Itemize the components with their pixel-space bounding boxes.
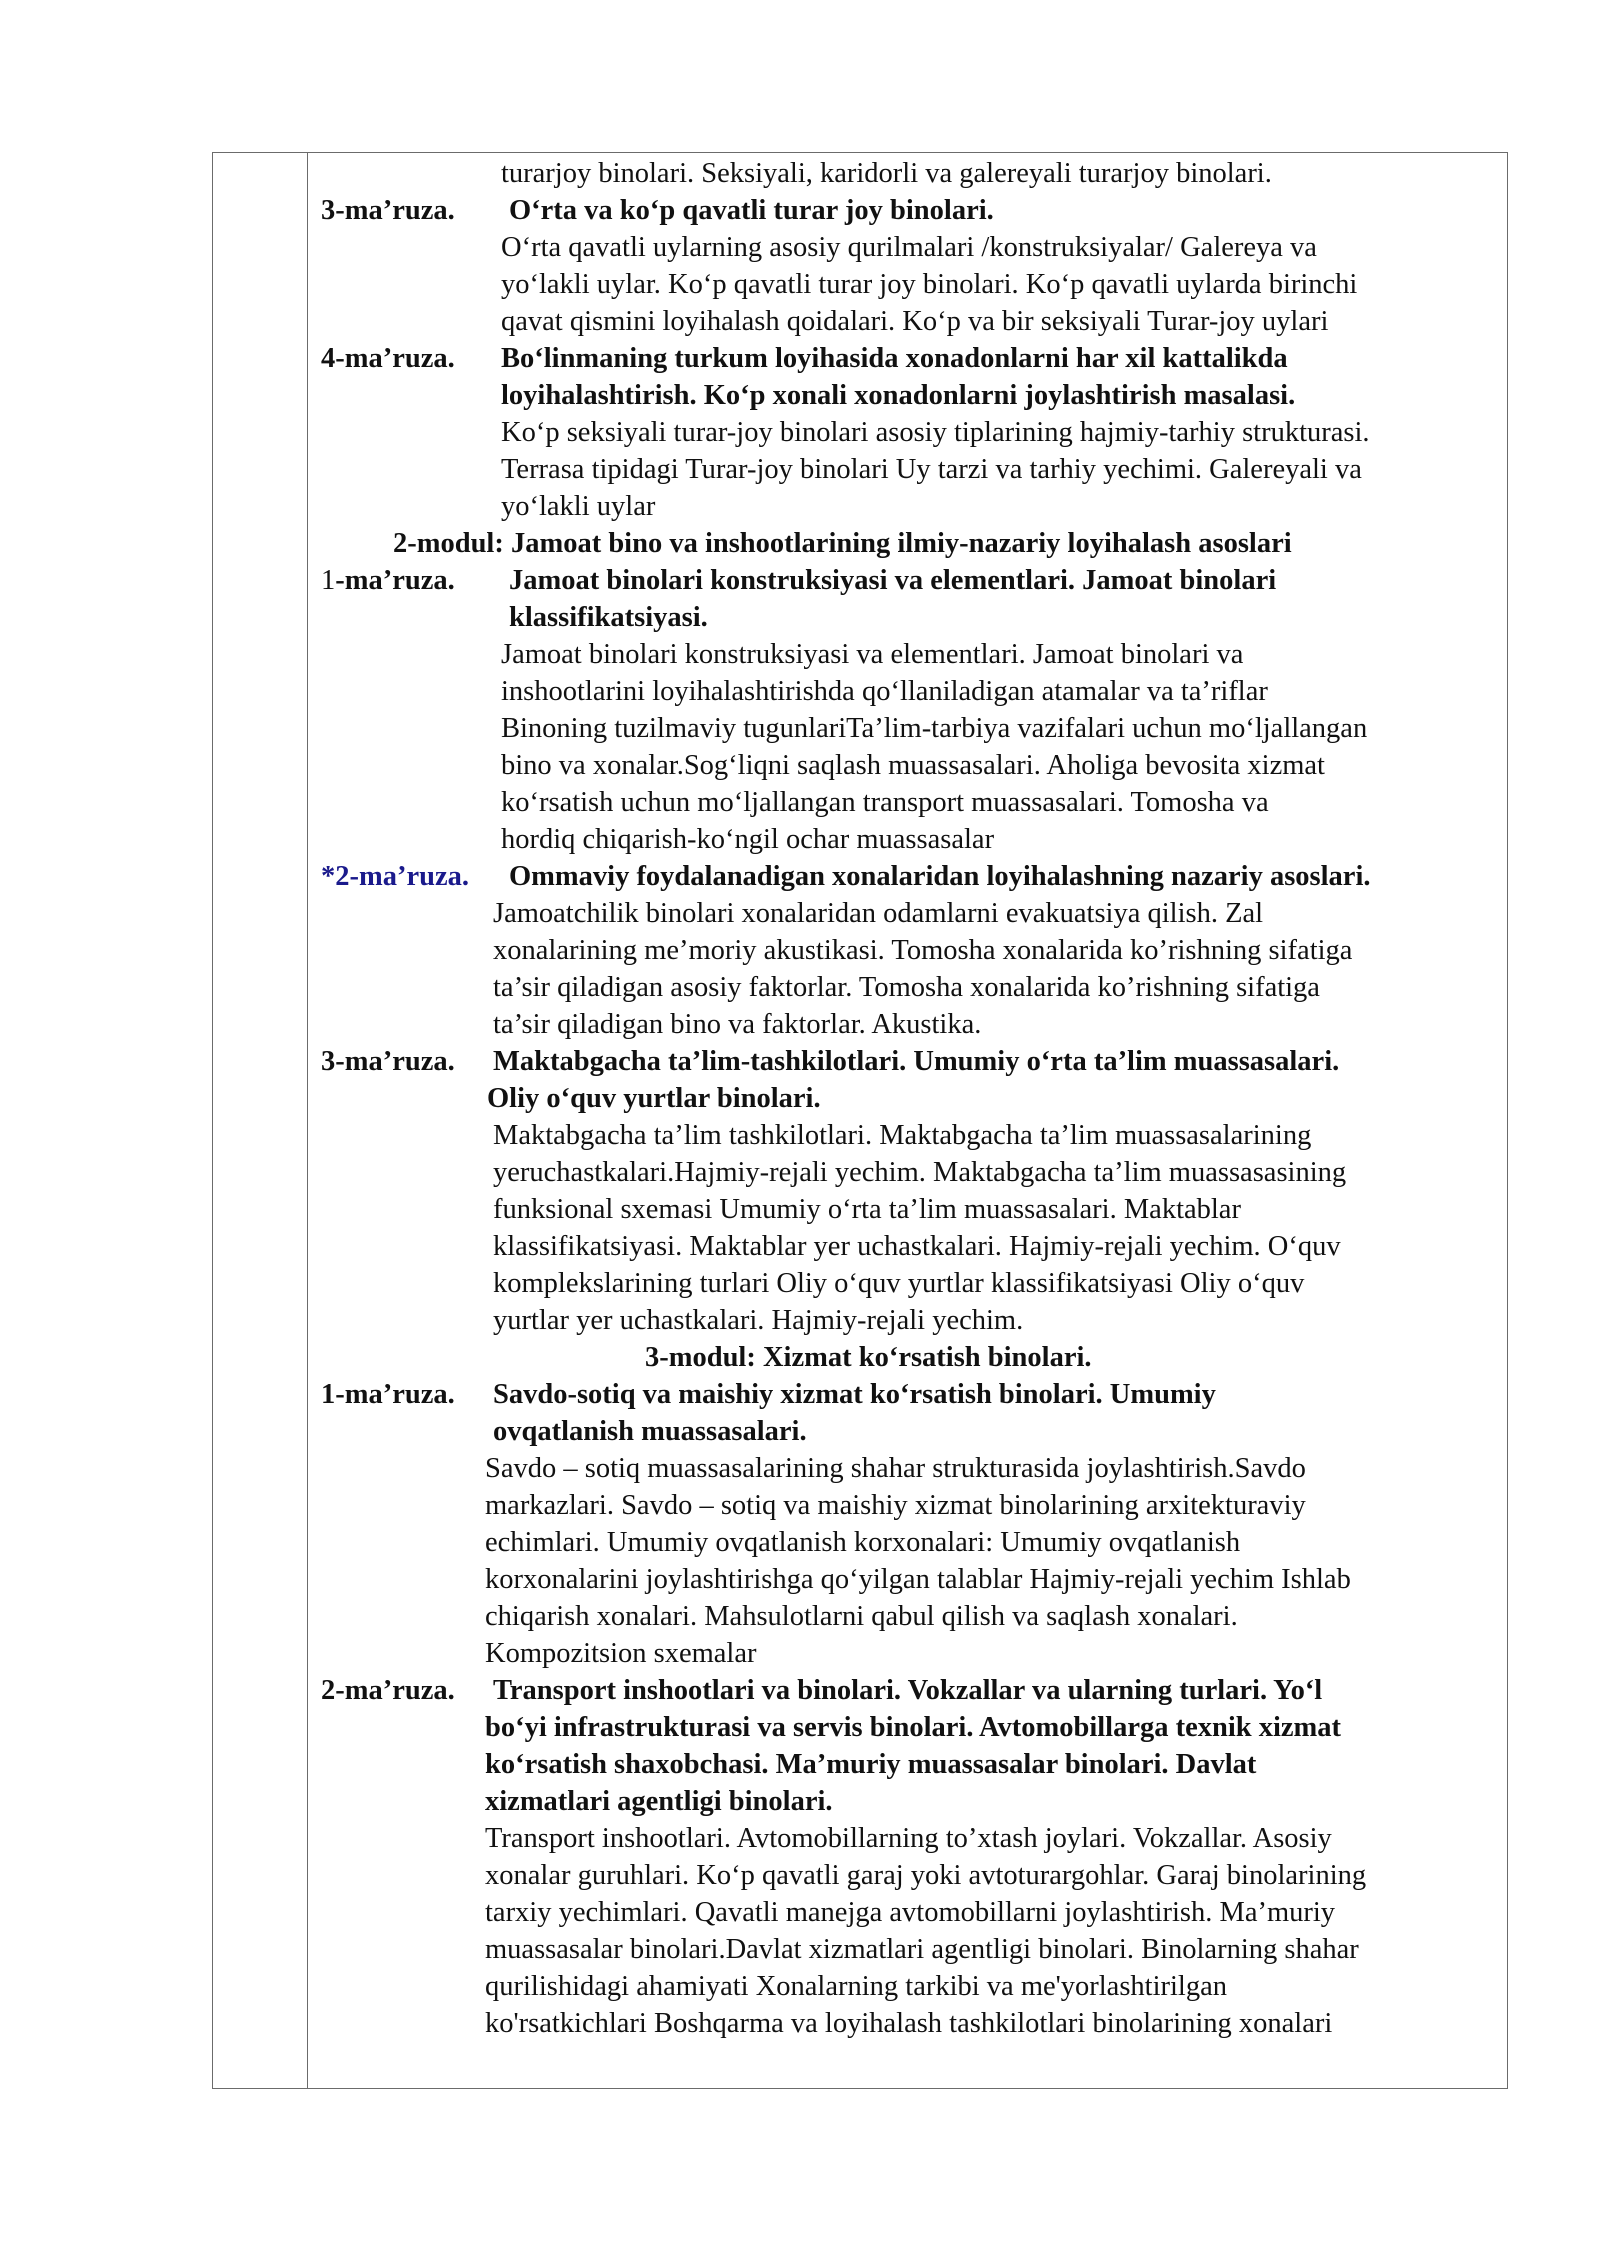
- text-line: yurtlar yer uchastkalari. Hajmiy-rejali yechim.: [493, 1305, 1024, 1336]
- text-line: bino va xonalar.Sog‘liqni saqlash muassasalari. Aholiga bevosita xizmat: [501, 750, 1325, 781]
- text-line: tarxiy yechimlari. Qavatli manejga avtomobillarni joylashtirish. Ma’muriy: [485, 1897, 1336, 1928]
- text-line: Ko‘p seksiyali turar-joy binolari asosiy tiplarining hajmiy-tarhiy strukturasi.: [501, 417, 1370, 448]
- lecture-title: Ommaviy foydalanadigan xonalaridan loyihalashning nazariy asoslari.: [509, 861, 1371, 892]
- text-line: Terrasa tipidagi Turar-joy binolari Uy tarzi va tarhiy yechimi. Galereyali va: [501, 454, 1362, 485]
- text-line: Kompozitsion sxemalar: [485, 1638, 757, 1669]
- text-line: chiqarish xonalari. Mahsulotlarni qabul qilish va saqlash xonalari.: [485, 1601, 1238, 1632]
- document-table: [212, 152, 1508, 2089]
- lecture-title: xizmatlari agentligi binolari.: [485, 1786, 833, 1817]
- lecture-title: Savdo-sotiq va maishiy xizmat ko‘rsatish binolari. Umumiy: [493, 1379, 1216, 1410]
- text-line: Jamoatchilik binolari xonalaridan odamlarni evakuatsiya qilish. Zal: [493, 898, 1264, 929]
- text-line: markazlari. Savdo – sotiq va maishiy xizmat binolarining arxitekturaviy: [485, 1490, 1306, 1521]
- lecture-title: Jamoat binolari konstruksiyasi va elementlari. Jamoat binolari: [509, 565, 1277, 596]
- text-line: ta’sir qiladigan asosiy faktorlar. Tomosha xonalarida ko’rishning sifatiga: [493, 972, 1320, 1003]
- module-heading: 2-modul: Jamoat bino va inshootlarining ilmiy-nazariy loyihalash asoslari: [393, 528, 1292, 559]
- lecture-title: loyihalashtirish. Ko‘p xonali xonadonlarni joylashtirish masalasi.: [501, 380, 1296, 411]
- lecture-title: klassifikatsiyasi.: [509, 602, 708, 633]
- text-line: O‘rta qavatli uylarning asosiy qurilmalari /konstruksiyalar/ Galereya va: [501, 232, 1317, 263]
- text-line: Savdo – sotiq muassasalarining shahar strukturasida joylashtirish.Savdo: [485, 1453, 1306, 1484]
- lecture-title: Bo‘linmaning turkum loyihasida xonadonlarni har xil kattalikda: [501, 343, 1288, 374]
- lecture-label: 4-ma’ruza.: [321, 343, 455, 374]
- text-line: Maktabgacha ta’lim tashkilotlari. Maktabgacha ta’lim muassasalarining: [493, 1120, 1312, 1151]
- text-line: yo‘lakli uylar. Ko‘p qavatli turar joy binolari. Ko‘p qavatli uylarda birinchi: [501, 269, 1358, 300]
- lecture-title: Maktabgacha ta’lim-tashkilotlari. Umumiy o‘rta ta’lim muassasalari.: [493, 1046, 1340, 1077]
- lecture-title: bo‘yi infrastrukturasi va servis binolari. Avtomobillarga texnik xizmat: [485, 1712, 1342, 1743]
- text-line: qurilishidagi ahamiyati Xonalarning tarkibi va me'yorlashtirilgan: [485, 1971, 1227, 2002]
- lecture-label-number: 1: [321, 565, 336, 596]
- lecture-title: Oliy o‘quv yurtlar binolari.: [487, 1083, 821, 1114]
- text-line: komplekslarining turlari Oliy o‘quv yurtlar klassifikatsiyasi Oliy o‘quv: [493, 1268, 1305, 1299]
- text-line: funksional sxemasi Umumiy o‘rta ta’lim muassasalari. Maktablar: [493, 1194, 1241, 1225]
- text-line: korxonalarini joylashtirishga qo‘yilgan talablar Hajmiy-rejali yechim Ishlab: [485, 1564, 1351, 1595]
- text-line: xonalarining me’moriy akustikasi. Tomosha xonalarida ko’rishning sifatiga: [493, 935, 1353, 966]
- text-line: echimlari. Umumiy ovqatlanish korxonalari: Umumiy ovqatlanish: [485, 1527, 1241, 1558]
- text-line: Transport inshootlari. Avtomobillarning to’xtash joylari. Vokzallar. Asosiy: [485, 1823, 1332, 1854]
- text-line: Jamoat binolari konstruksiyasi va elementlari. Jamoat binolari va: [501, 639, 1244, 670]
- lecture-label-rest: -ma’ruza.: [335, 565, 455, 596]
- text-line: yo‘lakli uylar: [501, 491, 656, 522]
- lecture-title: Transport inshootlari va binolari. Vokzallar va ularning turlari. Yo‘l: [493, 1675, 1323, 1706]
- lecture-label: *2-ma’ruza.: [321, 861, 469, 892]
- lecture-label: 3-ma’ruza.: [321, 195, 455, 226]
- lecture-label: 2-ma’ruza.: [321, 1675, 455, 1706]
- lecture-title: O‘rta va ko‘p qavatli turar joy binolari.: [509, 195, 994, 226]
- text-line: muassasalar binolari.Davlat xizmatlari agentligi binolari. Binolarning shahar: [485, 1934, 1359, 1965]
- text-line: klassifikatsiyasi. Maktablar yer uchastkalari. Hajmiy-rejali yechim. O‘quv: [493, 1231, 1341, 1262]
- column-divider: [307, 153, 308, 2088]
- lecture-label: 3-ma’ruza.: [321, 1046, 455, 1077]
- lecture-label: 1-ma’ruza.: [321, 1379, 455, 1410]
- module-heading: 3-modul: Xizmat ko‘rsatish binolari.: [645, 1342, 1092, 1373]
- text-line: qavat qismini loyihalash qoidalari. Ko‘p va bir seksiyali Turar-joy uylari: [501, 306, 1329, 337]
- text-line: Binoning tuzilmaviy tugunlariTa’lim-tarbiya vazifalari uchun mo‘ljallangan: [501, 713, 1368, 744]
- text-line: inshootlarini loyihalashtirishda qo‘llaniladigan atamalar va ta’riflar: [501, 676, 1268, 707]
- text-line: ko‘rsatish uchun mo‘ljallangan transport muassasalari. Tomosha va: [501, 787, 1269, 818]
- text-line: yeruchastkalari.Hajmiy-rejali yechim. Maktabgacha ta’lim muassasasining: [493, 1157, 1347, 1188]
- lecture-title: ovqatlanish muassasalari.: [493, 1416, 807, 1447]
- text-line: ta’sir qiladigan bino va faktorlar. Akustika.: [493, 1009, 982, 1040]
- lecture-label: [321, 562, 455, 599]
- text-line: xonalar guruhlari. Ko‘p qavatli garaj yoki avtoturargohlar. Garaj binolarining: [485, 1860, 1367, 1891]
- text-line: ko'rsatkichlari Boshqarma va loyihalash tashkilotlari binolarining xonalari: [485, 2008, 1333, 2039]
- lecture-title: ko‘rsatish shaxobchasi. Ma’muriy muassasalar binolari. Davlat: [485, 1749, 1257, 1780]
- text-line: hordiq chiqarish-ko‘ngil ochar muassasalar: [501, 824, 995, 855]
- text-line: turarjoy binolari. Seksiyali, karidorli va galereyali turarjoy binolari.: [501, 158, 1272, 189]
